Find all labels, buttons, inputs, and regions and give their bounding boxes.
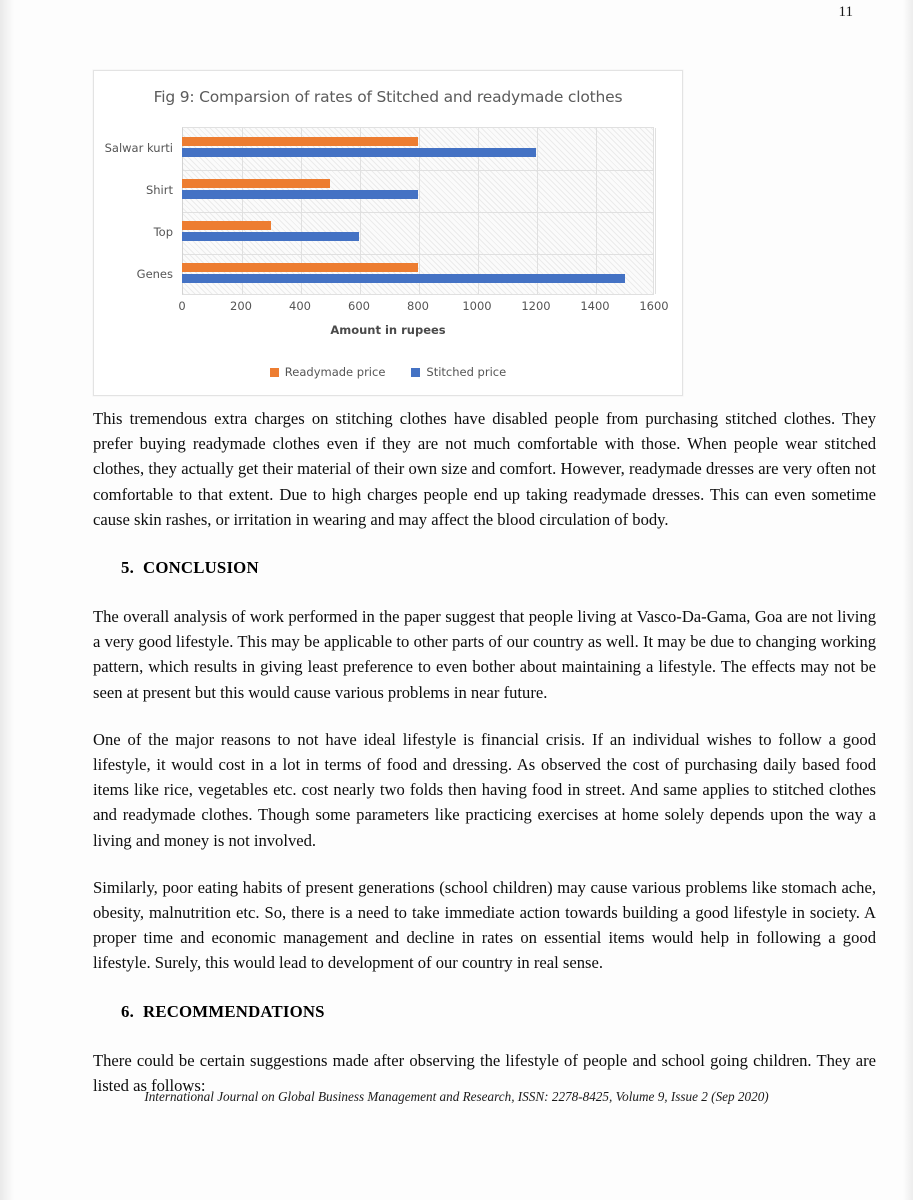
chart-legend-item (270, 365, 386, 379)
paragraph-conclusion-3: Similarly, poor eating habits of present generations (school children) may cause various problems like stomach ache, obesity, malnutrition etc. So, there is a need to take immediate action towards building a good lifestyle in society. A proper time and economic management and decline in rates on essential items would help in following a good lifestyle. Surely, this would lead to development of our country in real sense. (93, 877, 876, 973)
spacer (93, 532, 876, 558)
paragraph-chart-discussion: This tremendous extra charges on stitching clothes have disabled people from purchasing stitched clothes. They prefer buying readymade clothes even if they are not much comfortable with those. When people wear stitched clothes, they actually get their material of their own size and comfort. However, readymade dresses are very often not comfortable to that extent. Due to high charges people end up taking readymade dresses. This can even sometime cause skin rashes, or irritation in wearing and may affect the blood circulation of body. (93, 409, 876, 529)
page-footer-citation: International Journal on Global Business Management and Research, ISSN: 2278-8425, Volume 9, Issue 2 (Sep 2020) (144, 1089, 769, 1104)
spacer (93, 853, 876, 875)
legend-color-swatch (411, 368, 420, 377)
chart-bar (182, 232, 359, 241)
chart-bar (182, 137, 418, 146)
chart-bar (182, 148, 536, 157)
chart-bar (182, 274, 625, 283)
paragraph-conclusion-1: The overall analysis of work performed in the paper suggest that people living at Vasco-Da-Gama, Goa are not living a very good lifestyle. This may be applicable to other parts of our country as well. It may be due to changing working pattern, which results in giving least preference to even bother about maintaining a lifestyle. The effects may not be seen at present but this would cause various problems in near future. (93, 607, 876, 702)
chart-bar (182, 221, 271, 230)
paragraph-conclusion-2: One of the major reasons to not have ideal lifestyle is financial crisis. If an individual wishes to follow a good lifestyle, it would cost in a lot in terms of food and dressing. As observed the cost of purchasing daily based food items like rice, vegetables etc. cost nearly two folds then having food in street. And same applies to stitched clothes and readymade clothes. Though some parameters like practicing exercises at home solely depends upon the way a living and money is not involved. (93, 729, 876, 850)
page-edge-shadow-right (903, 0, 913, 1200)
x-axis-tick-labels (178, 299, 669, 317)
heading-conclusion-number: 5. (121, 558, 134, 578)
x-axis-tick-label: 600 (348, 299, 370, 313)
y-axis-category-label: Genes (136, 267, 173, 281)
chart-category-group (136, 253, 654, 295)
legend-label: Stitched price (426, 365, 507, 379)
x-axis-tick-label: 200 (230, 299, 252, 313)
chart-plot-area (104, 127, 654, 295)
spacer (93, 976, 876, 1002)
chart-gridline-vertical (655, 128, 656, 294)
heading-recommendations (93, 1002, 876, 1022)
paragraph-recommendations-1: There could be certain suggestions made after observing the lifestyle of people and school going children. They are listed as follows: (93, 1050, 876, 1095)
document-body (93, 406, 876, 1098)
heading-conclusion (93, 558, 876, 578)
spacer (93, 1022, 876, 1048)
x-axis-tick-label: 0 (178, 299, 186, 313)
x-axis-tick-label: 1200 (521, 299, 551, 313)
x-axis-tick-label: 400 (289, 299, 311, 313)
chart-legend-item (411, 365, 506, 379)
heading-recommendations-number: 6. (121, 1001, 134, 1021)
x-axis-title: Amount in rupees (330, 323, 446, 337)
chart-legend (94, 365, 682, 379)
x-axis-tick-label: 800 (407, 299, 429, 313)
y-axis-category-label: Salwar kurti (104, 141, 173, 155)
legend-color-swatch (270, 368, 279, 377)
chart-bar (182, 179, 330, 188)
chart-category-group (153, 211, 654, 253)
legend-label: Readymade price (284, 365, 386, 379)
figure-9-chart (93, 70, 683, 396)
page-number: 11 (838, 4, 853, 20)
heading-recommendations-title: RECOMMENDATIONS (143, 1001, 325, 1021)
heading-conclusion-title: CONCLUSION (143, 558, 259, 578)
chart-title: Fig 9: Comparsion of rates of Stitched and readymade clothes (153, 88, 623, 106)
chart-category-group (145, 169, 654, 211)
y-axis-category-label: Shirt (145, 183, 173, 197)
y-axis-category-label: Top (153, 225, 173, 239)
page-edge-shadow-left (0, 0, 14, 1200)
chart-category-group (104, 127, 654, 169)
x-axis-tick-label: 1600 (639, 299, 669, 313)
spacer (93, 705, 876, 727)
chart-bar (182, 190, 418, 199)
spacer (93, 578, 876, 604)
x-axis-tick-label: 1000 (462, 299, 492, 313)
x-axis-tick-label: 1400 (580, 299, 610, 313)
chart-bar (182, 263, 418, 272)
